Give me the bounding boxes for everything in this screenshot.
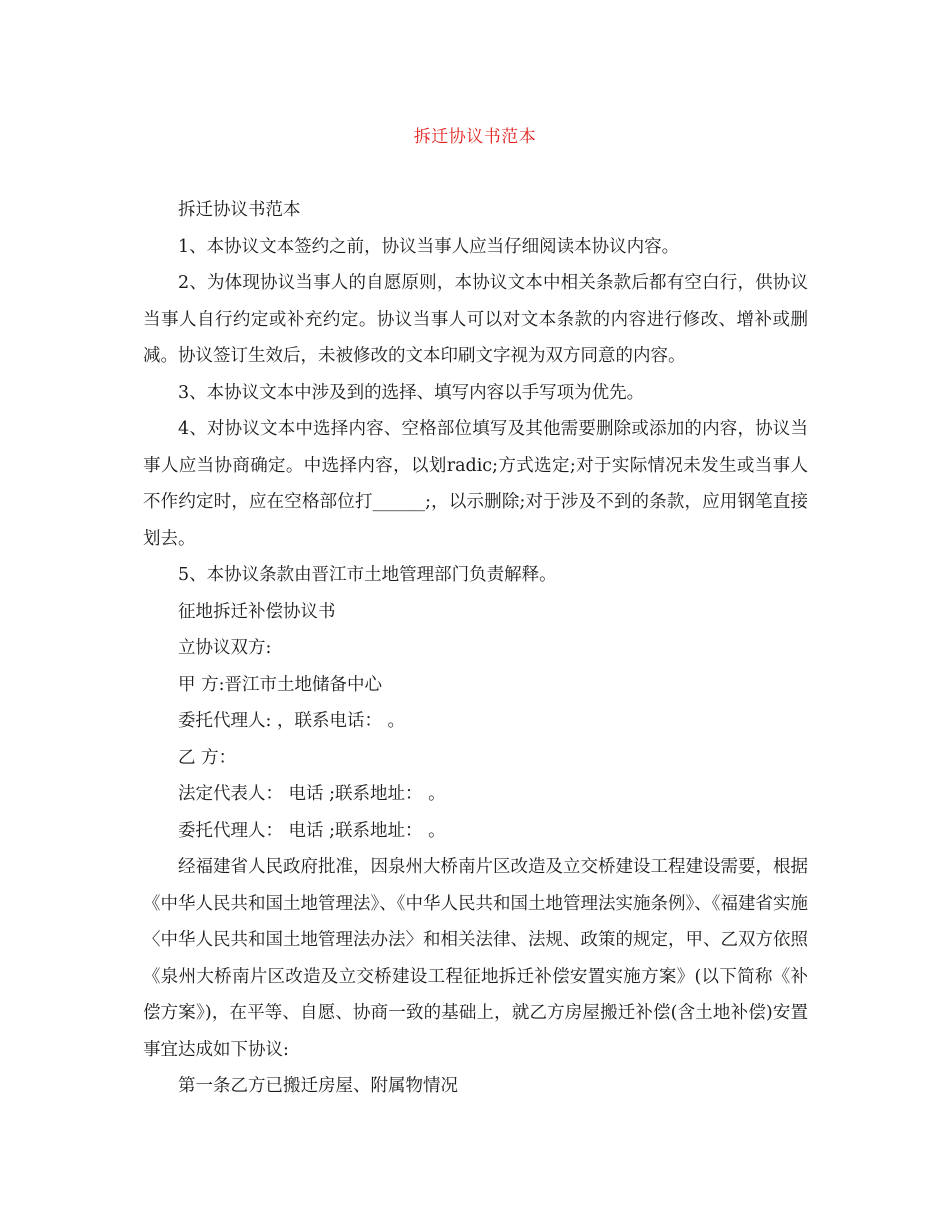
party-a-agent-line: 委托代理人: ，联系电话： 。: [178, 711, 406, 731]
paragraph-clause-2: 2、为体现协议当事人的自愿原则，本协议文本中相关条款后都有空白行，供协议当事人自行约定或补充约定。协议当事人可以对文本条款的内容进行修改、增补或删减。协议签订生效后，未被修改的文本印刷文字视为双方同意的内容。: [143, 273, 808, 366]
article-1-heading: 第一条乙方已搬迁房屋、附属物情况: [178, 1076, 458, 1096]
paragraph-clause-1: 1、本协议文本签约之前，协议当事人应当仔细阅读本协议内容。: [178, 236, 680, 257]
agreement-subtitle: 征地拆迁补偿协议书: [178, 601, 336, 622]
preamble-paragraph: 经福建省人民政府批准，因泉州大桥南片区改造及立交桥建设工程建设需要，根据《中华人民共和国土地管理法》、《中华人民共和国土地管理法实施条例》、《福建省实施〈中华人民共和国土地管理法办法〉和相关法律、法规、政策的规定，甲、乙双方依照《泉州大桥南片区改造及立交桥建设工程征地拆迁补偿安置实施方案》(以下简称《补偿方案》)，在平等、自愿、协商一致的基础上，就乙方房屋搬迁补偿(含土地补偿)安置事宜达成如下协议:: [143, 857, 808, 1060]
parties-heading: 立协议双方:: [178, 638, 272, 658]
document-body: [143, 192, 808, 1105]
paragraph-clause-4: 4、对协议文本中选择内容、空格部位填写及其他需要删除或添加的内容，协议当事人应当协商确定。中选择内容，以划radic;方式选定;对于实际情况未发生或当事人不作约定时，应在空格部位打______;，以示删除;对于涉及不到的条款，应用钢笔直接划去。: [143, 419, 808, 549]
paragraph-intro-heading: 拆迁协议书范本: [178, 200, 301, 220]
party-b-line: 乙 方：: [178, 747, 237, 768]
paragraph-clause-5: 5、本协议条款由晋江市土地管理部门负责解释。: [178, 565, 557, 585]
paragraph-clause-3: 3、本协议文本中涉及到的选择、填写内容以手写项为优先。: [178, 382, 645, 403]
party-b-representative-line: 法定代表人： 电话 ;联系地址： 。: [178, 784, 446, 804]
document-title: 拆迁协议书范本: [413, 127, 537, 147]
party-b-agent-line: 委托代理人： 电话 ;联系地址： 。: [178, 820, 446, 841]
party-a-line: 甲 方:晋江市土地储备中心: [178, 674, 382, 695]
